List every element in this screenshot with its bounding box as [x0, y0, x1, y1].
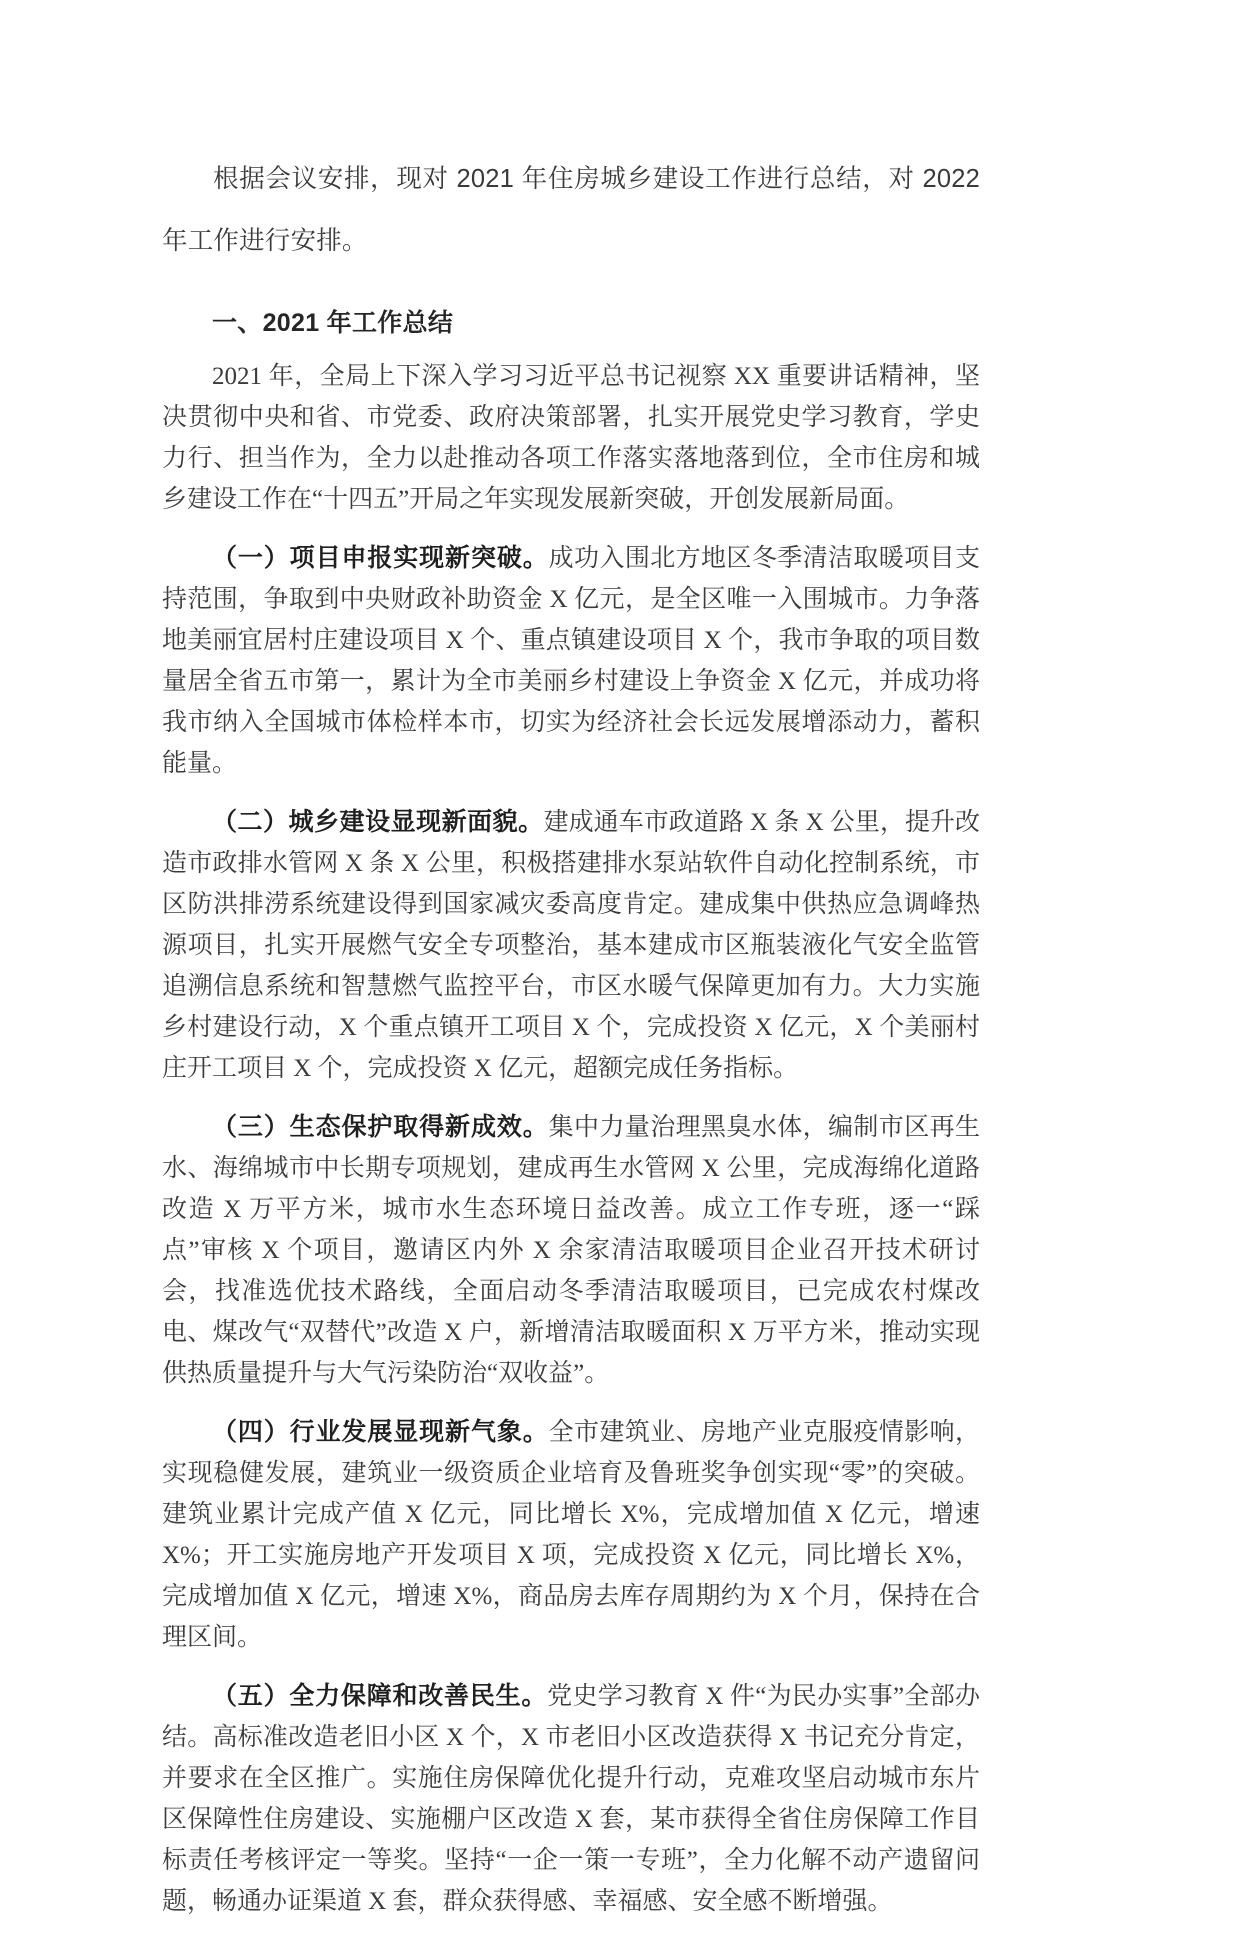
- paragraph-text: 建成通车市政道路 X 条 X 公里，提升改造市政排水管网 X 条 X 公里，积极搭建排水泵站软件自动化控制系统，市区防洪排涝系统建设得到国家减灾委高度肯定。建成集中供热应急调峰热源项目，扎实开展燃气安全专项整治，基本建成市区瓶装液化气安全监管追溯信息系统和智慧燃气监控平台，市区水暖气保障更加有力。大力实施乡村建设行动，X 个重点镇开工项目 X 个，完成投资 X 亿元，X 个美丽村庄开工项目 X 个，完成投资 X 亿元，超额完成任务指标。: [162, 809, 980, 1082]
- paragraph-text: 集中力量治理黑臭水体，编制市区再生水、海绵城市中长期专项规划，建成再生水管网 X 公里，完成海绵化道路改造 X 万平方米，城市水生态环境日益改善。成立工作专班，逐一“踩点”审核 X 个项目，邀请区内外 X 余家清洁取暖项目企业召开技术研讨会，找准选优技术路线，全面启动冬季清洁取暖项目，已完成农村煤改电、煤改气“双替代”改造 X 户，新增清洁取暖面积 X 万平方米，推动实现供热质量提升与大气污染防治“双收益”。: [162, 1114, 980, 1387]
- paragraph-lead: （二）城乡建设显现新面貌。: [212, 808, 544, 836]
- paragraph-overview: [162, 356, 980, 520]
- paragraph-lead: （一）项目申报实现新突破。: [212, 544, 549, 572]
- paragraph-lead: （三）生态保护取得新成效。: [212, 1113, 549, 1141]
- paragraph-item-2: [162, 802, 980, 1089]
- paragraph-text: 成功入围北方地区冬季清洁取暖项目支持范围，争取到中央财政补助资金 X 亿元，是全区唯一入围城市。力争落地美丽宜居村庄建设项目 X 个、重点镇建设项目 X 个，我市争取的项目数量居全省五市第一，累计为全市美丽乡村建设上争资金 X 亿元，并成功将我市纳入全国城市体检样本市，切实为经济社会长远发展增添动力，蓄积能量。: [162, 545, 980, 777]
- paragraph-item-5: [162, 1676, 980, 1922]
- paragraph-item-4: [162, 1412, 980, 1658]
- paragraph-lead: （四）行业发展显现新气象。: [212, 1418, 549, 1446]
- paragraph-item-1: [162, 538, 980, 784]
- paragraph-text: 党史学习教育 X 件“为民办实事”全部办结。高标准改造老旧小区 X 个，X 市老旧小区改造获得 X 书记充分肯定，并要求在全区推广。实施住房保障优化提升行动，克难攻坚启动城市东片区保障性住房建设、实施棚户区改造 X 套，某市获得全省住房保障工作目标责任考核评定一等奖。坚持“一企一策一专班”，全力化解不动产遗留问题，畅通办证渠道 X 套，群众获得感、幸福感、安全感不断增强。: [162, 1683, 980, 1915]
- document-content: [162, 148, 980, 1940]
- paragraph-lead: （五）全力保障和改善民生。: [212, 1682, 548, 1710]
- paragraph-text: 全市建筑业、房地产业克服疫情影响，实现稳健发展，建筑业一级资质企业培育及鲁班奖争创实现“零”的突破。建筑业累计完成产值 X 亿元，同比增长 X%，完成增加值 X 亿元，增速 X%；开工实施房地产开发项目 X 项，完成投资 X 亿元，同比增长 X%，完成增加值 X 亿元，增速 X%，商品房去库存周期约为 X 个月，保持在合理区间。: [162, 1419, 980, 1651]
- paragraph-item-3: [162, 1107, 980, 1394]
- section-heading-1: 一、2021 年工作总结: [212, 309, 454, 337]
- paragraph-text: 2021 年，全局上下深入学习习近平总书记视察 XX 重要讲话精神，坚决贯彻中央和省、市党委、政府决策部署，扎实开展党史学习教育，学史力行、担当作为，全力以赴推动各项工作落实落地落到位，全市住房和城乡建设工作在“十四五”开局之年实现发展新突破，开创发展新局面。: [162, 363, 980, 513]
- intro-paragraph: 根据会议安排，现对 2021 年住房城乡建设工作进行总结，对 2022 年工作进行安排。: [162, 165, 980, 255]
